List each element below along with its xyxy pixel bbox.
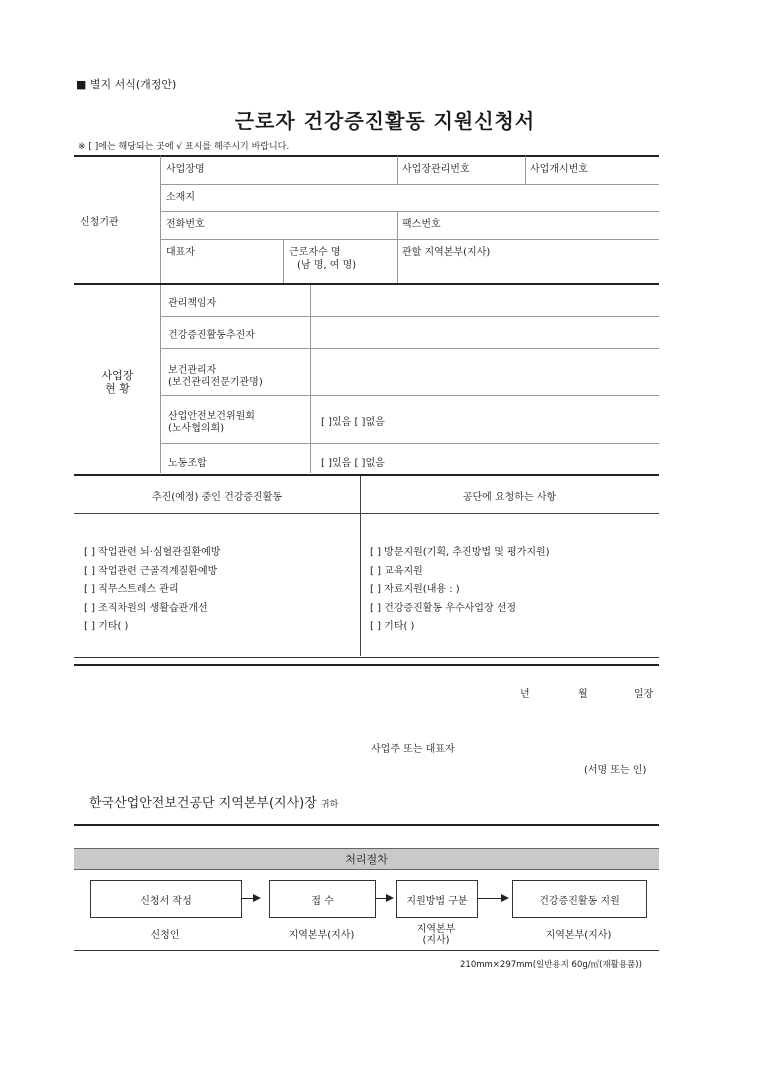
divider xyxy=(397,156,398,184)
support-checkbox[interactable]: [ ] 기타( ) xyxy=(370,621,415,632)
section-border xyxy=(74,664,659,666)
support-checkbox[interactable]: [ ] 자료지원(내용 : ) xyxy=(370,584,460,595)
process-step-receive: 접 수 xyxy=(269,880,376,918)
signature-note: (서명 또는 인) xyxy=(584,765,647,776)
divider xyxy=(310,285,311,473)
promoter-label: 건강증진활동추진자 xyxy=(168,330,255,341)
section-border xyxy=(74,657,659,658)
health-manager-label: 보건관리자 xyxy=(168,365,217,376)
divider xyxy=(160,239,659,240)
divider xyxy=(160,184,659,185)
jurisdiction-field[interactable]: 관할 지역본부(지사) xyxy=(402,247,491,258)
table-top-border xyxy=(74,155,659,157)
location-field[interactable]: 소재지 xyxy=(166,192,195,203)
instruction-note: ※ [ ]에는 해당되는 곳에 √ 표시를 해주시기 바랍니다. xyxy=(78,142,290,152)
form-title: 근로자 건강증진활동 지원신청서 xyxy=(234,109,536,133)
attachment-label: ■ 별지 서식(개정안) xyxy=(76,78,177,91)
workplace-name-field[interactable]: 사업장명 xyxy=(166,164,205,175)
section-border xyxy=(74,950,659,951)
recipient-name: 한국산업안전보건공단 지역본부(지사)장 xyxy=(89,796,317,811)
workers-count-field[interactable]: 근로자수 명 xyxy=(289,247,341,258)
divider xyxy=(74,513,659,514)
process-step-apply: 신청서 작성 xyxy=(90,880,242,918)
divider xyxy=(525,156,526,184)
union-checkbox-group[interactable]: [ ]있음 [ ]없음 xyxy=(321,458,385,469)
arrow-right-icon xyxy=(253,894,261,902)
recipient-suffix: 귀하 xyxy=(320,800,339,810)
committee-sub-label: (노사협의회) xyxy=(168,423,225,434)
activity-checkbox[interactable]: [ ] 작업관련 근골격계질환예방 xyxy=(84,566,218,577)
recipient-line xyxy=(89,792,338,811)
process-owner: 신청인 xyxy=(150,930,180,941)
process-title-bar xyxy=(74,848,659,870)
divider xyxy=(283,239,284,283)
divider xyxy=(397,211,398,239)
signer-label: 사업주 또는 대표자 xyxy=(371,744,455,755)
process-step-classify: 지원방법 구분 xyxy=(396,880,478,918)
process-owner: 지역본부(지사) xyxy=(288,930,355,941)
activity-checkbox[interactable]: [ ] 조직차원의 생활습관개선 xyxy=(84,603,208,614)
workplace-mgmt-no-field[interactable]: 사업장관리번호 xyxy=(402,164,470,175)
current-activities-header: 추진(예정) 중인 건강증진활동 xyxy=(151,492,283,503)
fax-field[interactable]: 팩스번호 xyxy=(402,219,441,230)
status-section-label: 사업장 xyxy=(101,369,134,382)
activity-checkbox[interactable]: [ ] 기타( ) xyxy=(84,621,129,632)
date-day-label: 일장 xyxy=(634,689,654,700)
divider xyxy=(397,239,398,283)
support-checkbox[interactable]: [ ] 방문지원(기획, 추진방법 및 평가지원) xyxy=(370,547,550,558)
activity-checkbox[interactable]: [ ] 직무스트레스 관리 xyxy=(84,584,179,595)
divider xyxy=(360,476,361,656)
arrow-right-icon xyxy=(386,894,394,902)
arrow-icon xyxy=(477,898,502,899)
support-checkbox[interactable]: [ ] 건강증진활동 우수사업장 선정 xyxy=(370,603,517,614)
phone-field[interactable]: 전화번호 xyxy=(166,219,205,230)
committee-checkbox-group[interactable]: [ ]있음 [ ]없음 xyxy=(321,417,385,428)
process-owner: (지사) xyxy=(422,935,450,946)
process-title: 처리절차 xyxy=(345,853,388,866)
workers-gender-field[interactable]: (남 명, 여 명) xyxy=(297,260,357,271)
date-year-label: 년 xyxy=(520,689,530,700)
requested-support-header: 공단에 요청하는 사항 xyxy=(462,492,557,503)
date-month-label: 월 xyxy=(578,689,588,700)
committee-label: 산업안전보건위원회 xyxy=(168,411,255,422)
divider xyxy=(160,211,659,212)
health-agency-label: (보건관리전문기관명) xyxy=(168,377,263,388)
applicant-section-label: 신청기관 xyxy=(80,217,119,228)
process-owner: 지역본부(지사) xyxy=(545,930,612,941)
section-border xyxy=(74,474,659,476)
paper-spec: 210mm×297mm(일반용지 60g/㎡(재활용품)) xyxy=(460,960,642,970)
manager-label: 관리책임자 xyxy=(168,298,217,309)
divider xyxy=(160,285,161,473)
divider xyxy=(160,156,161,283)
status-section-label-2: 현 황 xyxy=(105,382,130,395)
process-step-support: 건강증진활동 지원 xyxy=(512,880,647,918)
divider xyxy=(160,348,659,349)
section-border xyxy=(74,283,659,285)
divider xyxy=(160,395,659,396)
divider xyxy=(160,316,659,317)
support-checkbox[interactable]: [ ] 교육지원 xyxy=(370,566,423,577)
business-start-no-field[interactable]: 사업개시번호 xyxy=(530,164,588,175)
process-owner: 지역본부 xyxy=(416,924,456,935)
arrow-right-icon xyxy=(501,894,509,902)
union-label: 노동조합 xyxy=(168,458,207,469)
activity-checkbox[interactable]: [ ] 작업관련 뇌·심혈관질환예방 xyxy=(84,547,221,558)
section-border xyxy=(74,824,659,826)
divider xyxy=(160,443,659,444)
representative-field[interactable]: 대표자 xyxy=(166,247,195,258)
